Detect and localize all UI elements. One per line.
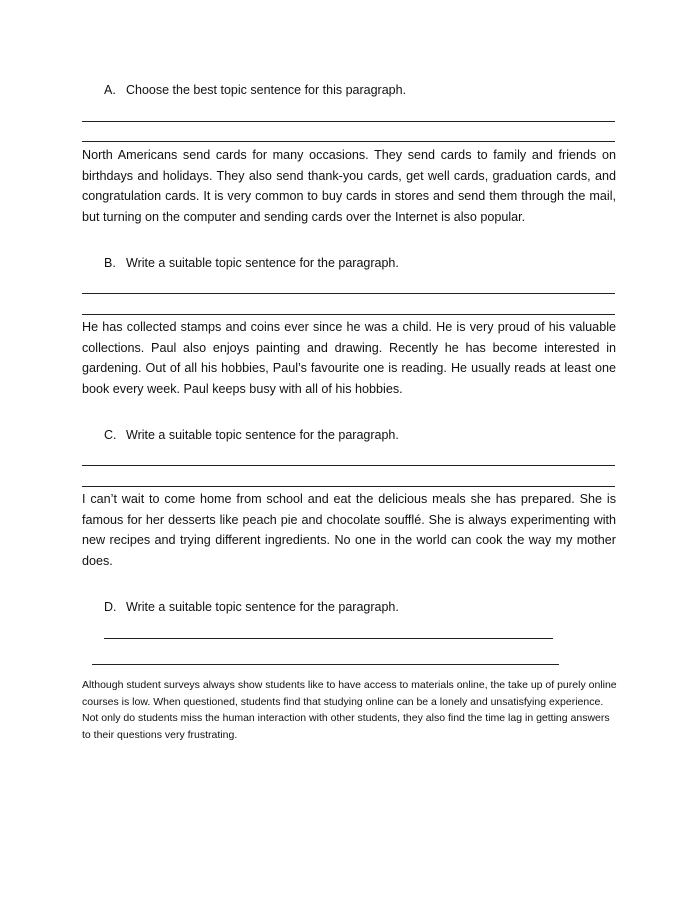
paragraph-b: He has collected stamps and coins ever since he was a child. He is very proud of his valuable collections. Paul also enjoys painting and drawing. Recently he has become interested in gardening. Out of all his hobbies, Paul’s favourite one is reading. He usually reads at least one book every week. Paul keeps busy with all of his hobbies. [82, 320, 616, 396]
answer-line-a-2[interactable] [82, 141, 615, 142]
paragraph-a: North Americans send cards for many occasions. They send cards to family and friends on birthdays and holidays. They also send thank-you cards, get well cards, graduation cards, and congratulation cards. It is very common to buy cards in stores and send them through the mail, but turning on the computer and sending cards over the Internet is also popular. [82, 148, 616, 224]
question-b-instruction [104, 254, 399, 272]
question-c-letter: C. [104, 428, 117, 442]
question-d-text: Write a suitable topic sentence for the paragraph. [126, 600, 399, 614]
question-c-instruction [104, 426, 399, 444]
question-a-letter: A. [104, 83, 116, 97]
paragraph-c: I can’t wait to come home from school and eat the delicious meals she has prepared. She is famous for her desserts like peach pie and chocolate soufflé. She is always experimenting with new recipes and trying different ingredients. No one in the world can cook the way my mother does. [82, 492, 616, 568]
question-b-letter: B. [104, 256, 116, 270]
question-a-instruction [104, 81, 406, 99]
answer-line-d-2[interactable] [92, 664, 559, 665]
answer-line-c-2[interactable] [82, 486, 615, 487]
answer-line-d-1[interactable] [104, 638, 553, 639]
question-c-text: Write a suitable topic sentence for the paragraph. [126, 428, 399, 442]
answer-line-a-1[interactable] [82, 121, 615, 122]
answer-line-b-2[interactable] [82, 314, 615, 315]
answer-line-b-1[interactable] [82, 293, 615, 294]
paragraph-d: Although student surveys always show students like to have access to materials online, the take up of purely online courses is low. When questioned, students find that studying online can be a lonely and unsatisfying experience. Not only do students miss the human interaction with other students, they also find the time lag in getting answers to their questions very frustrating. [82, 679, 617, 741]
question-b-text: Write a suitable topic sentence for the paragraph. [126, 256, 399, 270]
answer-line-c-1[interactable] [82, 465, 615, 466]
question-d-letter: D. [104, 600, 117, 614]
question-a-text: Choose the best topic sentence for this paragraph. [126, 83, 407, 97]
question-d-instruction [104, 598, 399, 616]
